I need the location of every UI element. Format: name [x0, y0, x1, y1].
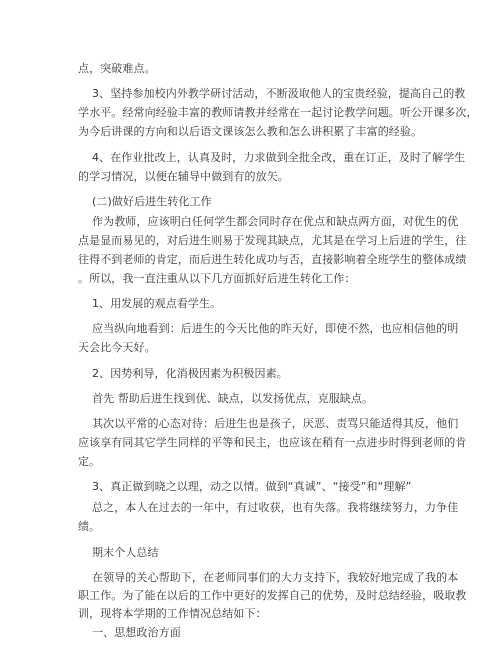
text-line: 其次以平常的心态对待：后进生也是孩子，厌恶、责骂只能适得其反，他们: [92, 416, 459, 430]
text-line: 为今后讲课的方向和以后语文课该怎么教和怎么讲积累了丰富的经验。: [78, 125, 423, 139]
section-heading: (二)做好后进生转化工作: [92, 194, 212, 208]
text-line: 职工作。为了能在以后的工作中更好的发挥自己的优势，及时总结经验，吸取教: [78, 588, 467, 602]
section-title: 期末个人总结: [92, 545, 159, 559]
text-line: 学水平。经常向经验丰富的教师请教并经常在一起讨论教学问题。听公开课多次，: [78, 106, 478, 119]
text-line: 作为教师，应该明白任何学生都会同时存在优点和缺点两方面，对优生的优: [92, 214, 459, 228]
text-line: 1、用发展的观点看学生。: [92, 297, 222, 311]
text-line: 往得不到老师的肯定，而后进生转化成功与否，直接影响着全班学生的整体成绩: [78, 253, 467, 267]
text-line: 3、坚持参加校内外教学研讨活动，不断汲取他人的宝贵经验，提高自己的教: [92, 86, 466, 100]
text-line: 天会比今天好。: [78, 341, 156, 355]
subsection-heading: 一、思想政治方面: [92, 626, 181, 639]
text-line: 4、在作业批改上，认真及时，力求做到全批全改，重在订正，及时了解学生: [92, 150, 466, 164]
text-line: 的学习情况，以便在辅导中做到有的放矢。: [78, 170, 289, 183]
text-line: 2、因势利导，化消极因素为积极因素。: [92, 366, 288, 380]
text-line: 在领导的关心帮助下，在老师同事们的大力支持下，我较好地完成了我的本: [92, 570, 459, 584]
text-line: 绩。: [78, 519, 101, 533]
text-line: 。所以，我一直注重从以下几方面抓好后进生转化工作：: [78, 272, 356, 286]
text-line: 训，现将本学期的工作情况总结如下：: [78, 606, 267, 620]
text-line: 应当纵向地看到：后进生的今天比他的昨天好，即使不然，也应相信他的明: [92, 322, 459, 335]
text-line: 定。: [78, 454, 101, 468]
text-line: 点，突破难点。: [78, 62, 156, 75]
text-line: 首先 帮助后进生找到优、缺点，以发扬优点，克服缺点。: [92, 391, 374, 405]
text-line: 点是显而易见的，对后进生则易于发现其缺点，尤其是在学习上后进的学生，往: [78, 234, 467, 248]
text-line: 应该享有同其它学生同样的平等和民主，也应该在稍有一点进步时得到老师的肯: [78, 435, 467, 449]
text-line: 3、真正做到晓之以理，动之以情。做到“真诚”、“接受”和“理解”: [92, 479, 412, 493]
text-line: 总之，本人在过去的一年中，有过收获，也有失落。我将继续努力，力争佳: [92, 500, 459, 514]
